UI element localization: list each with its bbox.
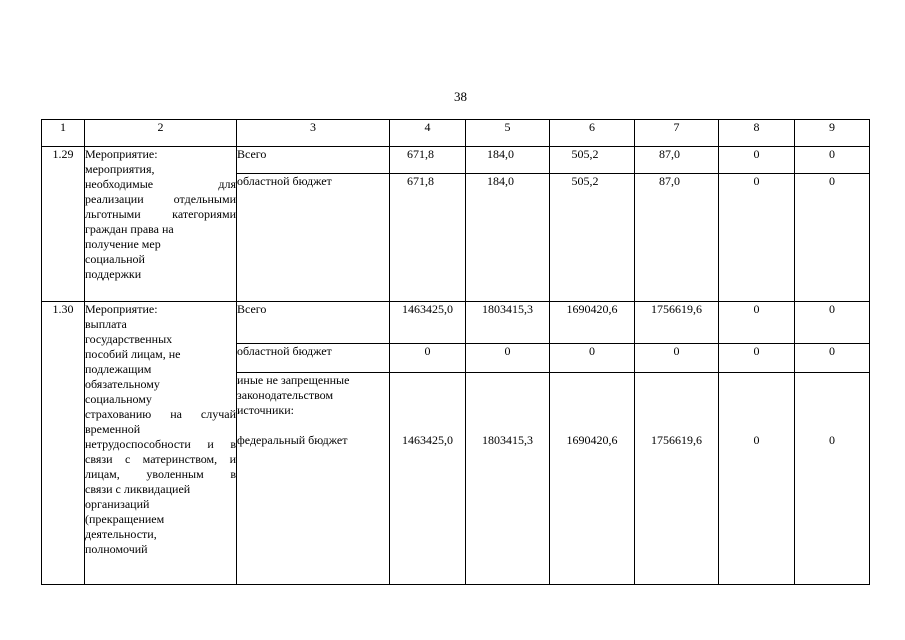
description-title: Мероприятие: <box>85 147 158 161</box>
value-cell: 671,8 <box>390 174 466 302</box>
value-cell: 505,2 <box>550 174 635 302</box>
column-header: 1 <box>42 120 85 147</box>
description-line: страхованию на случай <box>85 407 236 421</box>
table-row <box>42 147 870 174</box>
description-line: мероприятия, <box>85 162 155 176</box>
description-line: обязательному <box>85 377 160 391</box>
description-line: граждан права на <box>85 222 174 236</box>
column-header: 9 <box>795 120 870 147</box>
value-cell: 505,2 <box>550 147 635 174</box>
column-header: 6 <box>550 120 635 147</box>
page-number: 38 <box>454 89 467 104</box>
funding-source <box>237 373 390 585</box>
description-line: организаций <box>85 497 150 511</box>
value-text: 0 <box>753 433 760 447</box>
value-cell: 0 <box>719 147 795 174</box>
column-header: 2 <box>85 120 237 147</box>
funding-source-line: законодательством <box>237 388 334 402</box>
description-line: (прекращением <box>85 512 165 526</box>
value-cell: 1690420,6 <box>550 302 635 344</box>
column-header: 5 <box>466 120 550 147</box>
budget-table <box>41 119 870 585</box>
value-cell: 0 <box>466 344 550 373</box>
value-cell: 1463425,0 <box>390 302 466 344</box>
description-line: связи с материнством, и <box>85 452 236 466</box>
column-header: 7 <box>635 120 719 147</box>
value-cell: 0 <box>550 344 635 373</box>
value-text: 0 <box>829 433 835 447</box>
value-cell: 184,0 <box>466 174 550 302</box>
value-cell <box>795 373 870 585</box>
value-cell <box>635 373 719 585</box>
value-cell: 1803415,3 <box>466 302 550 344</box>
column-header: 8 <box>719 120 795 147</box>
funding-source: Всего <box>237 302 390 344</box>
row-code: 1.30 <box>42 302 85 585</box>
funding-source: областной бюджет <box>237 174 390 302</box>
description-line: лицам, уволенным в <box>85 467 236 481</box>
description-line: реализации отдельными <box>85 192 236 206</box>
value-cell: 0 <box>390 344 466 373</box>
value-text: 1463425,0 <box>402 433 453 447</box>
value-cell <box>466 373 550 585</box>
value-text: 1690420,6 <box>566 433 618 447</box>
row-description <box>85 302 237 585</box>
description-line: получение мер <box>85 237 161 251</box>
description-line: выплата <box>85 317 127 331</box>
description-line: нетрудоспособности и в <box>85 437 236 451</box>
value-cell: 0 <box>795 147 870 174</box>
description-title: Мероприятие: <box>85 302 158 316</box>
header-row <box>42 120 870 147</box>
description-line: связи с ликвидацией <box>85 482 191 496</box>
value-cell <box>550 373 635 585</box>
row-description <box>85 147 237 302</box>
description-line: подлежащим <box>85 362 152 376</box>
table-row <box>42 302 870 344</box>
value-cell: 87,0 <box>635 174 719 302</box>
funding-source-line: иные не запрещенные <box>237 373 350 387</box>
column-header: 4 <box>390 120 466 147</box>
funding-source: областной бюджет <box>237 344 390 373</box>
value-cell: 184,0 <box>466 147 550 174</box>
value-cell <box>390 373 466 585</box>
description-line: поддержки <box>85 267 142 281</box>
value-text: 1756619,6 <box>651 433 702 447</box>
description-line: временной <box>85 422 141 436</box>
value-cell: 0 <box>719 344 795 373</box>
value-text: 1803415,3 <box>482 433 533 447</box>
funding-source: Всего <box>237 147 390 174</box>
value-cell: 0 <box>719 174 795 302</box>
value-cell: 87,0 <box>635 147 719 174</box>
description-line: пособий лицам, не <box>85 347 181 361</box>
value-cell: 671,8 <box>390 147 466 174</box>
description-line: полномочий <box>85 542 148 556</box>
value-cell: 0 <box>635 344 719 373</box>
description-line: деятельности, <box>85 527 157 541</box>
funding-source-line: источники: <box>237 403 294 417</box>
value-cell: 0 <box>795 302 870 344</box>
value-cell: 0 <box>795 174 870 302</box>
row-code: 1.29 <box>42 147 85 302</box>
value-cell: 0 <box>795 344 870 373</box>
value-cell: 0 <box>719 302 795 344</box>
description-line: государственных <box>85 332 173 346</box>
description-line: необходимые для <box>85 177 236 191</box>
value-cell: 1756619,6 <box>635 302 719 344</box>
description-line: социальному <box>85 392 152 406</box>
description-line: социальной <box>85 252 145 266</box>
federal-budget-label: федеральный бюджет <box>237 433 348 447</box>
value-cell <box>719 373 795 585</box>
column-header: 3 <box>237 120 390 147</box>
description-line: льготными категориями <box>85 207 236 221</box>
